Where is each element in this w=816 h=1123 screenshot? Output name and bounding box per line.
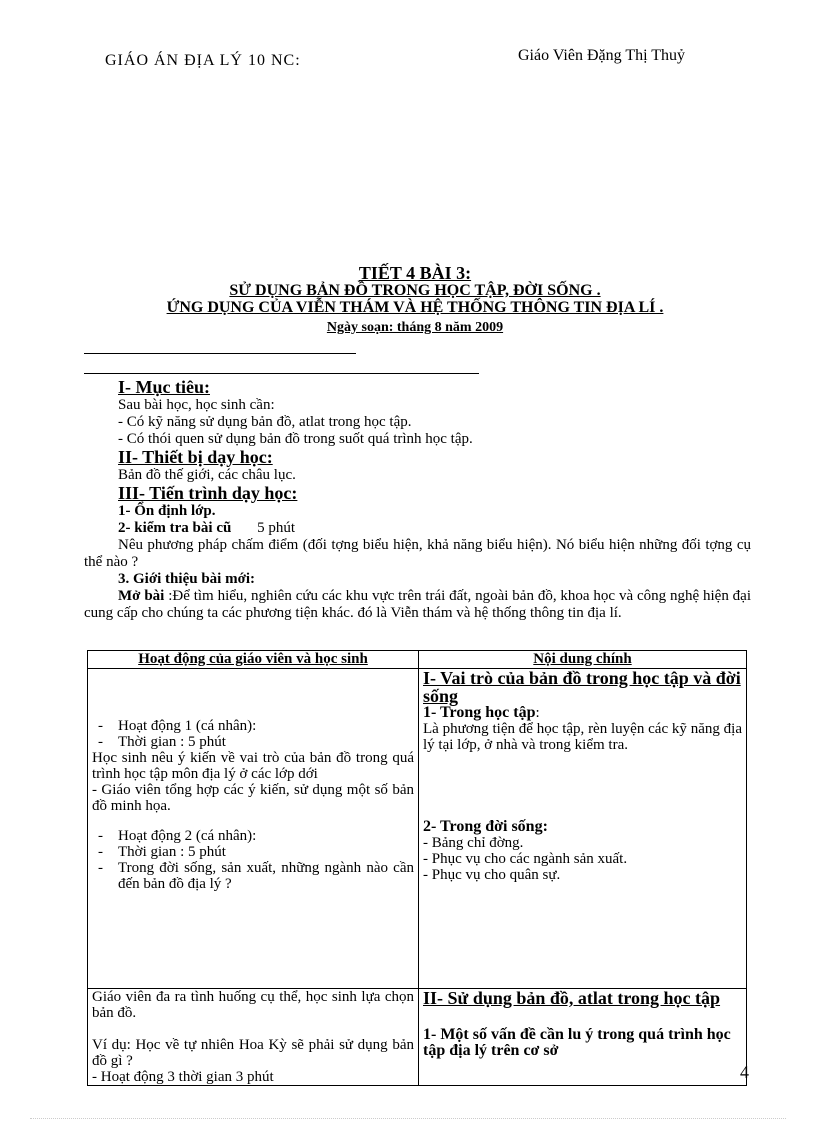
objective-item: - Có thói quen sử dụng bản đồ trong suốt quá trình học tập. — [118, 431, 473, 447]
activity-label: - Hoạt động 1 (cá nhân): — [92, 718, 414, 734]
step-review-label: 2- kiểm tra bài cũ — [118, 520, 232, 536]
header-course-title: GIÁO ÁN ĐỊA LÝ 10 NC: — [105, 52, 301, 69]
equipment-text: Bản đồ thế giới, các châu lục. — [118, 467, 296, 483]
lesson-title-line1: SỬ DỤNG BẢN ĐỒ TRONG HỌC TẬP, ĐỜI SỐNG . — [229, 282, 601, 299]
content-subheading: 2- Trong đời sống: — [423, 818, 548, 835]
divider-short — [84, 353, 356, 354]
activity-description: Giáo viên đa ra tình huống cụ thể, học sinh lựa chọn bản đồ. — [92, 989, 414, 1021]
activity-question: - Trong đời sống, sản xuất, những ngành nào cần đến bản đồ địa lý ? — [92, 860, 414, 892]
content-paragraph: Là phương tiện để học tập, rèn luyện các kỹ năng địa lý tại lớp, ở nhà và trong kiểm tra. — [423, 721, 742, 753]
lesson-title-block — [80, 263, 750, 339]
content-cell — [419, 669, 747, 989]
section-equipment-heading: II- Thiết bị dạy học: — [118, 447, 273, 467]
lesson-activity-table — [87, 650, 747, 1086]
table-row — [88, 669, 747, 989]
header-teacher-name: Giáo Viên Đặng Thị Thuỷ — [518, 47, 686, 64]
step-review — [84, 520, 751, 537]
section-objectives-heading: I- Mục tiêu: — [118, 377, 210, 397]
lesson-body — [84, 378, 751, 622]
lesson-title-line2: ỨNG DỤNG CỦA VIỄN THÁM VÀ HỆ THỐNG THÔNG TIN ĐỊA LÍ . — [166, 299, 664, 316]
step-class-organization: 1- Ổn định lớp. — [118, 503, 216, 519]
col-header-activities: Hoạt động của giáo viên và học sinh — [88, 651, 419, 669]
page-number: 4 — [740, 1062, 749, 1082]
objective-item: - Có kỹ năng sử dụng bản đồ, atlat trong học tập. — [118, 414, 412, 430]
step-review-question: Nêu phương pháp chấm điểm (đối tợng biểu hiện, khả năng biểu hiện). Nó biểu hiện những đối tợng cụ thể nào ? — [84, 537, 751, 570]
table-row — [88, 989, 747, 1086]
content-section-heading: II- Sử dụng bản đồ, atlat trong học tập — [423, 988, 721, 1008]
activity-description: Học sinh nêu ý kiến về vai trò của bản đồ trong quá trình học tập môn địa lý ở các lớp dới — [92, 750, 414, 782]
section-procedure-heading: III- Tiến trình dạy học: — [118, 483, 298, 503]
activity-time: - Thời gian : 5 phút — [92, 734, 414, 750]
preparation-date: Ngày soạn: tháng 8 năm 2009 — [326, 320, 504, 335]
activity-label: - Hoạt động 2 (cá nhân): — [92, 828, 414, 844]
step-introduction: 3. Giới thiệu bài mới: — [118, 571, 256, 587]
subheading-label: 1- Trong học tập — [423, 704, 536, 721]
activity-label: - Hoạt động 3 thời gian 3 phút — [92, 1069, 274, 1085]
opening-label: Mở bài — [118, 588, 165, 604]
table-header-row — [88, 651, 747, 669]
content-subheading: 1- Một số vấn đề cần lu ý trong quá trình học tập địa lý trên cơ sở — [423, 1026, 731, 1059]
subheading-colon: : — [535, 705, 540, 721]
divider-long — [84, 373, 479, 374]
content-list-item: - Phục vụ cho các ngành sản xuất. — [423, 851, 628, 867]
page-bottom-border — [30, 1118, 786, 1119]
opening-paragraph — [84, 588, 751, 622]
content-list-item: - Bảng chỉ đờng. — [423, 835, 524, 851]
content-subheading — [423, 705, 742, 721]
opening-text: :Để tìm hiểu, nghiên cứu các khu vực trên trái đất, ngoài bản đồ, khoa học và công nghệ hiện đại cung cấp cho chúng ta các phương tiện khác. đó là Viễn thám và hệ thống thông tin địa lí. — [84, 588, 751, 621]
lesson-number: TIẾT 4 BÀI 3: — [358, 263, 472, 283]
content-list-item: - Phục vụ cho quân sự. — [423, 867, 561, 883]
activity-time: - Thời gian : 5 phút — [92, 844, 414, 860]
activities-cell — [88, 669, 419, 989]
step-review-time: 5 phút — [257, 520, 295, 536]
objectives-intro: Sau bài học, học sinh cần: — [118, 397, 275, 413]
content-section-heading: I- Vai trò của bản đồ trong học tập và đời sống — [423, 668, 741, 706]
activity-example: Ví dụ: Học về tự nhiên Hoa Kỳ sẽ phải sử dụng bản đồ gì ? — [92, 1037, 414, 1069]
activity-description: - Giáo viên tổng hợp các ý kiến, sử dụng một số bản đồ minh họa. — [92, 782, 414, 814]
content-cell — [419, 989, 747, 1086]
col-header-content: Nội dung chính — [419, 651, 747, 669]
activities-cell — [88, 989, 419, 1086]
